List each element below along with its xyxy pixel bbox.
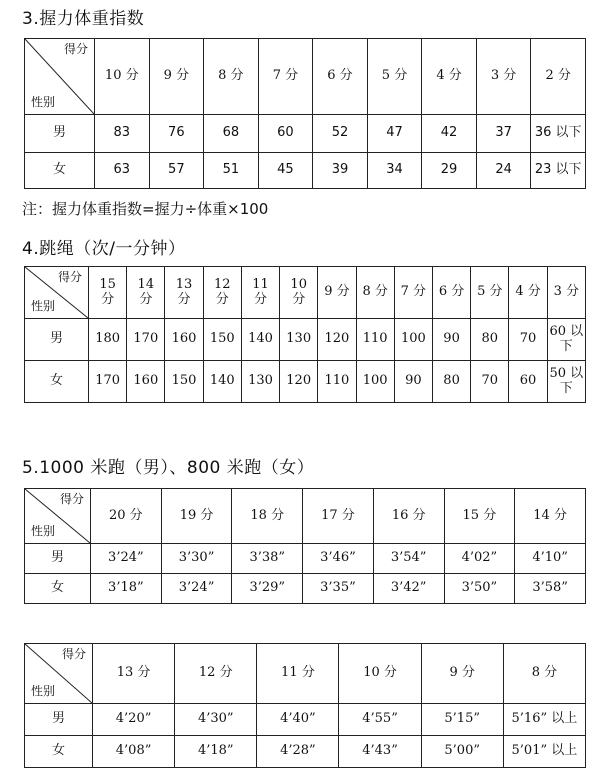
value-cell: 120 (280, 361, 318, 403)
value-cell: 36 以下 (531, 115, 586, 153)
value-cell: 4’02” (444, 544, 515, 574)
table-row (25, 574, 586, 604)
value-cell: 47 (367, 115, 422, 153)
value-cell: 42 (422, 115, 477, 153)
value-cell: 4’20” (93, 704, 175, 736)
score-header-cell: 10 分 (95, 39, 150, 115)
value-cell: 160 (127, 361, 165, 403)
score-header-cell: 11 分 (257, 644, 339, 704)
value-cell: 90 (432, 319, 470, 361)
value-cell: 3’18” (91, 574, 162, 604)
value-cell: 3’58” (515, 574, 586, 604)
value-cell: 45 (258, 153, 313, 189)
corner-cell (25, 39, 95, 115)
score-header-cell: 12 分 (175, 644, 257, 704)
gender-label-cell: 女 (25, 736, 93, 768)
corner-score-label: 得分 (61, 647, 86, 661)
value-cell: 80 (432, 361, 470, 403)
running-table-b (24, 643, 586, 768)
value-cell: 110 (318, 361, 356, 403)
value-cell: 39 (313, 153, 368, 189)
score-header-cell: 14 分 (515, 489, 586, 544)
value-cell: 4’30” (175, 704, 257, 736)
gender-label-cell: 女 (25, 574, 91, 604)
score-header-cell: 12 分 (203, 267, 241, 319)
gender-label-cell: 男 (25, 544, 91, 574)
value-cell: 90 (394, 361, 432, 403)
value-cell: 3’29” (232, 574, 303, 604)
score-header-cell: 9 分 (318, 267, 356, 319)
value-cell: 140 (203, 361, 241, 403)
value-cell: 3’42” (373, 574, 444, 604)
value-cell: 3’24” (91, 544, 162, 574)
value-cell: 150 (165, 361, 203, 403)
score-header-cell: 18 分 (232, 489, 303, 544)
value-cell: 70 (509, 319, 547, 361)
value-cell: 23 以下 (531, 153, 586, 189)
header-row (25, 644, 586, 704)
running-table-a (24, 488, 586, 604)
value-cell: 70 (471, 361, 509, 403)
value-cell: 76 (149, 115, 204, 153)
value-cell: 51 (204, 153, 259, 189)
score-header-cell: 5 分 (471, 267, 509, 319)
value-cell: 60 (509, 361, 547, 403)
section3-title: 3.握力体重指数 (22, 9, 145, 29)
value-cell: 5’01” 以上 (503, 736, 585, 768)
table-row (25, 544, 586, 574)
value-cell: 60 以下 (547, 319, 585, 361)
value-cell: 4’43” (339, 736, 421, 768)
corner-gender-label: 性别 (31, 524, 56, 539)
score-header-cell: 8 分 (204, 39, 259, 115)
value-cell: 34 (367, 153, 422, 189)
value-cell: 170 (127, 319, 165, 361)
table-row (25, 153, 586, 189)
score-header-cell: 14 分 (127, 267, 165, 319)
value-cell: 60 (258, 115, 313, 153)
value-cell: 110 (356, 319, 394, 361)
corner-gender-label: 性别 (31, 95, 56, 110)
value-cell: 80 (471, 319, 509, 361)
table-row (25, 115, 586, 153)
value-cell: 50 以下 (547, 361, 585, 403)
score-header-cell: 15 分 (444, 489, 515, 544)
corner-score-label: 得分 (59, 492, 84, 506)
header-row (25, 489, 586, 544)
header-row (25, 267, 586, 319)
value-cell: 52 (313, 115, 368, 153)
value-cell: 37 (476, 115, 531, 153)
value-cell: 130 (241, 361, 279, 403)
corner-cell (25, 489, 91, 544)
value-cell: 4’55” (339, 704, 421, 736)
table-row (25, 736, 586, 768)
value-cell: 24 (476, 153, 531, 189)
value-cell: 5’00” (421, 736, 503, 768)
score-header-cell: 3 分 (476, 39, 531, 115)
score-header-cell: 3 分 (547, 267, 585, 319)
section4-title: 4.跳绳（次/一分钟） (22, 239, 186, 259)
score-header-cell: 8 分 (356, 267, 394, 319)
value-cell: 3’35” (303, 574, 374, 604)
score-header-cell: 7 分 (394, 267, 432, 319)
score-header-cell: 7 分 (258, 39, 313, 115)
score-header-cell: 9 分 (421, 644, 503, 704)
value-cell: 3’54” (373, 544, 444, 574)
value-cell: 3’46” (303, 544, 374, 574)
value-cell: 57 (149, 153, 204, 189)
score-header-cell: 20 分 (91, 489, 162, 544)
value-cell: 120 (318, 319, 356, 361)
table-row (25, 319, 586, 361)
score-header-cell: 16 分 (373, 489, 444, 544)
table-row (25, 704, 586, 736)
score-header-cell: 6 分 (313, 39, 368, 115)
value-cell: 5’16” 以上 (503, 704, 585, 736)
score-header-cell: 19 分 (161, 489, 232, 544)
value-cell: 180 (89, 319, 127, 361)
value-cell: 100 (394, 319, 432, 361)
value-cell: 4’40” (257, 704, 339, 736)
value-cell: 100 (356, 361, 394, 403)
gender-label-cell: 男 (25, 319, 89, 361)
grip-strength-table (24, 38, 586, 189)
value-cell: 29 (422, 153, 477, 189)
corner-score-label: 得分 (57, 270, 82, 284)
corner-score-label: 得分 (63, 42, 88, 56)
value-cell: 83 (95, 115, 150, 153)
score-header-cell: 2 分 (531, 39, 586, 115)
value-cell: 68 (204, 115, 259, 153)
score-header-cell: 4 分 (422, 39, 477, 115)
score-header-cell: 15 分 (89, 267, 127, 319)
table-row (25, 361, 586, 403)
value-cell: 4’28” (257, 736, 339, 768)
header-row (25, 39, 586, 115)
value-cell: 3’24” (161, 574, 232, 604)
gender-label-cell: 女 (25, 361, 89, 403)
score-header-cell: 9 分 (149, 39, 204, 115)
value-cell: 5’15” (421, 704, 503, 736)
score-header-cell: 13 分 (93, 644, 175, 704)
value-cell: 3’30” (161, 544, 232, 574)
value-cell: 4’08” (93, 736, 175, 768)
score-header-cell: 4 分 (509, 267, 547, 319)
value-cell: 3’38” (232, 544, 303, 574)
score-header-cell: 10 分 (280, 267, 318, 319)
score-header-cell: 5 分 (367, 39, 422, 115)
gender-label-cell: 女 (25, 153, 95, 189)
corner-gender-label: 性别 (31, 299, 56, 314)
value-cell: 3’50” (444, 574, 515, 604)
value-cell: 63 (95, 153, 150, 189)
rope-skipping-table (24, 266, 586, 403)
score-header-cell: 10 分 (339, 644, 421, 704)
section3-note: 注：握力体重指数=握力÷体重×100 (22, 200, 269, 218)
score-header-cell: 13 分 (165, 267, 203, 319)
score-header-cell: 11 分 (241, 267, 279, 319)
value-cell: 150 (203, 319, 241, 361)
corner-cell (25, 267, 89, 319)
value-cell: 140 (241, 319, 279, 361)
gender-label-cell: 男 (25, 704, 93, 736)
corner-gender-label: 性别 (31, 684, 56, 699)
gender-label-cell: 男 (25, 115, 95, 153)
score-header-cell: 17 分 (303, 489, 374, 544)
score-header-cell: 6 分 (432, 267, 470, 319)
value-cell: 4’10” (515, 544, 586, 574)
value-cell: 170 (89, 361, 127, 403)
section5-title: 5.1000 米跑（男）、800 米跑（女） (22, 458, 315, 478)
value-cell: 4’18” (175, 736, 257, 768)
corner-cell (25, 644, 93, 704)
score-header-cell: 8 分 (503, 644, 585, 704)
value-cell: 160 (165, 319, 203, 361)
value-cell: 130 (280, 319, 318, 361)
